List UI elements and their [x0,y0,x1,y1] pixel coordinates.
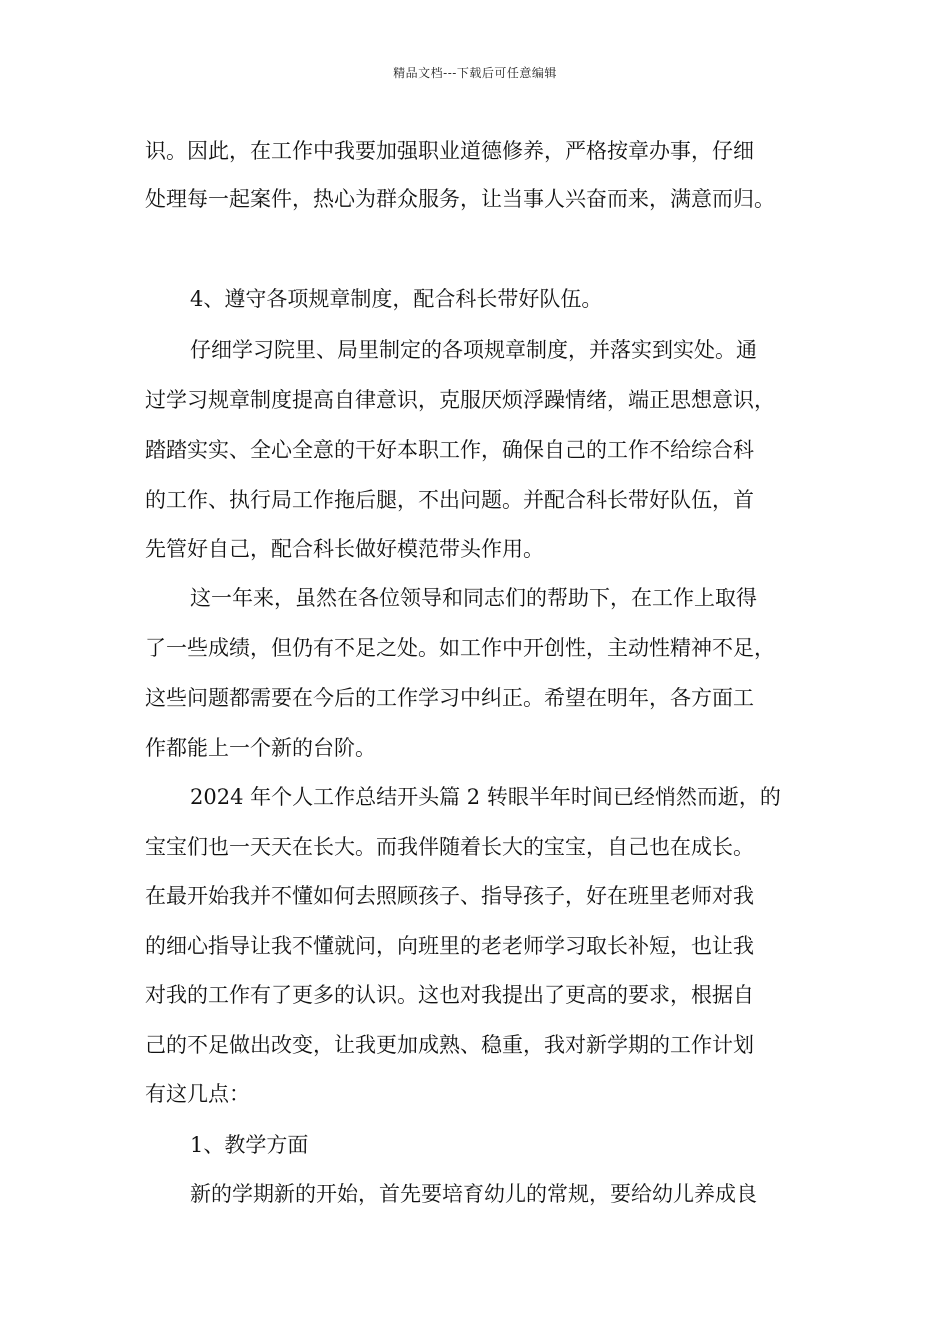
text-line: 这一年来，虽然在各位领导和同志们的帮助下，在工作上取得 [190,586,757,610]
text-line: 有这几点： [145,1082,250,1106]
text-line: 作都能上一个新的台阶。 [145,736,376,760]
text-line: 仔细学习院里、局里制定的各项规章制度，并落实到实处。通 [190,338,757,362]
text-line: 在最开始我并不懂如何去照顾孩子、指导孩子，好在班里老师对我 [145,884,754,908]
text-line: 这些问题都需要在今后的工作学习中纠正。希望在明年，各方面工 [145,686,754,710]
text-line: 先管好自己，配合科长做好模范带头作用。 [145,537,544,561]
text-line: 宝宝们也一天天在长大。而我伴随着长大的宝宝，自己也在成长。 [145,835,754,859]
section-heading: 1、教学方面 [190,1133,309,1157]
text-line: 踏踏实实、全心全意的干好本职工作，确保自己的工作不给综合科 [145,438,754,462]
text-line: 的工作、执行局工作拖后腿，不出问题。并配合科长带好队伍，首 [145,488,754,512]
text-line: 新的学期新的开始，首先要培育幼儿的常规，要给幼儿养成良 [190,1182,757,1206]
text-line: 识。因此，在工作中我要加强职业道德修养，严格按章办事，仔细 [145,139,754,163]
page-header: 精品文档---下载后可任意编辑 [393,66,557,80]
text-line: 了一些成绩，但仍有不足之处。如工作中开创性，主动性精神不足， [145,636,775,660]
text-line: 己的不足做出改变，让我更加成熟、稳重，我对新学期的工作计划 [145,1033,754,1057]
text-line: 2024 年个人工作总结开头篇 2 转眼半年时间已经悄然而逝，的 [190,785,781,809]
text-line: 对我的工作有了更多的认识。这也对我提出了更高的要求，根据自 [145,983,754,1007]
text-line: 过学习规章制度提高自律意识，克服厌烦浮躁情绪，端正思想意识， [145,388,775,412]
text-line: 处理每一起案件，热心为群众服务，让当事人兴奋而来，满意而归。 [145,187,775,211]
text-line: 的细心指导让我不懂就问，向班里的老老师学习取长补短，也让我 [145,934,754,958]
section-heading: 4、遵守各项规章制度，配合科长带好队伍。 [190,287,603,311]
